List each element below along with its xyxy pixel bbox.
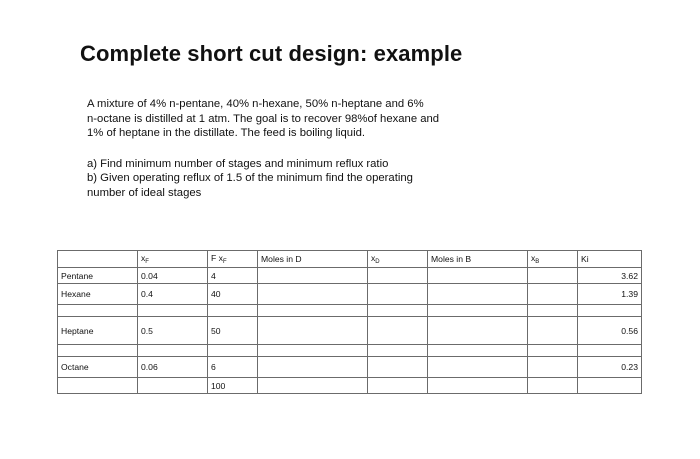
task-list: [87, 157, 667, 201]
cell-empty: [58, 305, 138, 317]
header-ki: Ki: [578, 251, 642, 268]
cell-ki: 0.23: [578, 357, 642, 378]
cell-xb: [528, 357, 578, 378]
cell-component: Heptane: [58, 317, 138, 345]
header-xf: [138, 251, 208, 268]
table-row-total: [58, 378, 642, 394]
header-moles-b: Moles in B: [428, 251, 528, 268]
header-fxf-main: F x: [211, 253, 223, 263]
cell-moles-d: [258, 268, 368, 284]
cell-moles-d: [258, 357, 368, 378]
cell-empty: [368, 378, 428, 394]
cell-ki: 1.39: [578, 284, 642, 305]
cell-empty: [208, 305, 258, 317]
cell-xf: 0.4: [138, 284, 208, 305]
header-xb-sub: B: [535, 259, 540, 265]
cell-empty: [208, 345, 258, 357]
task-b: b) Given operating reflux of 1.5 of the minimum find the operating: [87, 172, 413, 184]
cell-empty: [428, 378, 528, 394]
cell-xb: [528, 284, 578, 305]
cell-moles-b: [428, 317, 528, 345]
cell-xb: [528, 268, 578, 284]
header-fxf-sub: F: [222, 259, 227, 265]
cell-empty: [258, 345, 368, 357]
cell-empty: [428, 305, 528, 317]
statement-line: 1% of heptane in the distillate. The feed is boiling liquid.: [87, 127, 366, 139]
cell-empty: [528, 345, 578, 357]
cell-ki: 0.56: [578, 317, 642, 345]
cell-fxf: 40: [208, 284, 258, 305]
cell-xd: [368, 268, 428, 284]
cell-fxf: 4: [208, 268, 258, 284]
cell-empty: [58, 345, 138, 357]
header-component: [58, 251, 138, 268]
cell-empty: [578, 378, 642, 394]
cell-empty: [58, 378, 138, 394]
cell-ki: 3.62: [578, 268, 642, 284]
cell-xd: [368, 357, 428, 378]
header-xb: [528, 251, 578, 268]
header-xf-sub: F: [145, 259, 149, 265]
cell-component: Octane: [58, 357, 138, 378]
cell-total-fxf: 100: [208, 378, 258, 394]
cell-empty: [368, 305, 428, 317]
cell-component: Pentane: [58, 268, 138, 284]
table-row-spacer: [58, 345, 642, 357]
cell-xb: [528, 317, 578, 345]
cell-xf: 0.5: [138, 317, 208, 345]
cell-component: Hexane: [58, 284, 138, 305]
table-row-spacer: [58, 305, 642, 317]
table-row-hexane: [58, 284, 642, 305]
cell-empty: [578, 345, 642, 357]
cell-xd: [368, 317, 428, 345]
cell-moles-b: [428, 357, 528, 378]
cell-empty: [578, 305, 642, 317]
header-fxf: [208, 251, 258, 268]
header-moles-d: Moles in D: [258, 251, 368, 268]
statement-line: n-octane is distilled at 1 atm. The goal is to recover 98%of hexane and: [87, 112, 440, 125]
cell-empty: [528, 305, 578, 317]
design-table: [57, 250, 642, 394]
cell-fxf: 6: [208, 357, 258, 378]
cell-xf: 0.04: [138, 268, 208, 284]
cell-moles-d: [258, 284, 368, 305]
cell-empty: [528, 378, 578, 394]
header-xd-main: x: [371, 253, 376, 263]
cell-empty: [368, 345, 428, 357]
table-row-pentane: [58, 268, 642, 284]
cell-empty: [258, 305, 368, 317]
cell-xd: [368, 284, 428, 305]
cell-empty: [138, 345, 208, 357]
page-title: Complete short cut design: example: [80, 41, 463, 66]
task-a: a) Find minimum number of stages and minimum reflux ratio: [87, 157, 389, 170]
cell-moles-b: [428, 268, 528, 284]
header-row: [58, 251, 642, 268]
cell-empty: [428, 345, 528, 357]
header-xb-main: x: [531, 253, 536, 263]
header-xd-sub: D: [375, 259, 380, 265]
cell-fxf: 50: [208, 317, 258, 345]
header-xd: [368, 251, 428, 268]
cell-moles-d: [258, 317, 368, 345]
cell-moles-b: [428, 284, 528, 305]
table-row-octane: [58, 357, 642, 378]
statement-line: A mixture of 4% n-pentane, 40% n-hexane, 50% n-heptane and 6%: [87, 98, 424, 110]
problem-statement: [87, 97, 667, 200]
cell-empty: [138, 378, 208, 394]
task-b-continued: number of ideal stages: [87, 186, 202, 199]
header-xf-main: x: [141, 253, 146, 263]
table-row-heptane: [58, 317, 642, 345]
cell-empty: [138, 305, 208, 317]
cell-xf: 0.06: [138, 357, 208, 378]
cell-empty: [258, 378, 368, 394]
